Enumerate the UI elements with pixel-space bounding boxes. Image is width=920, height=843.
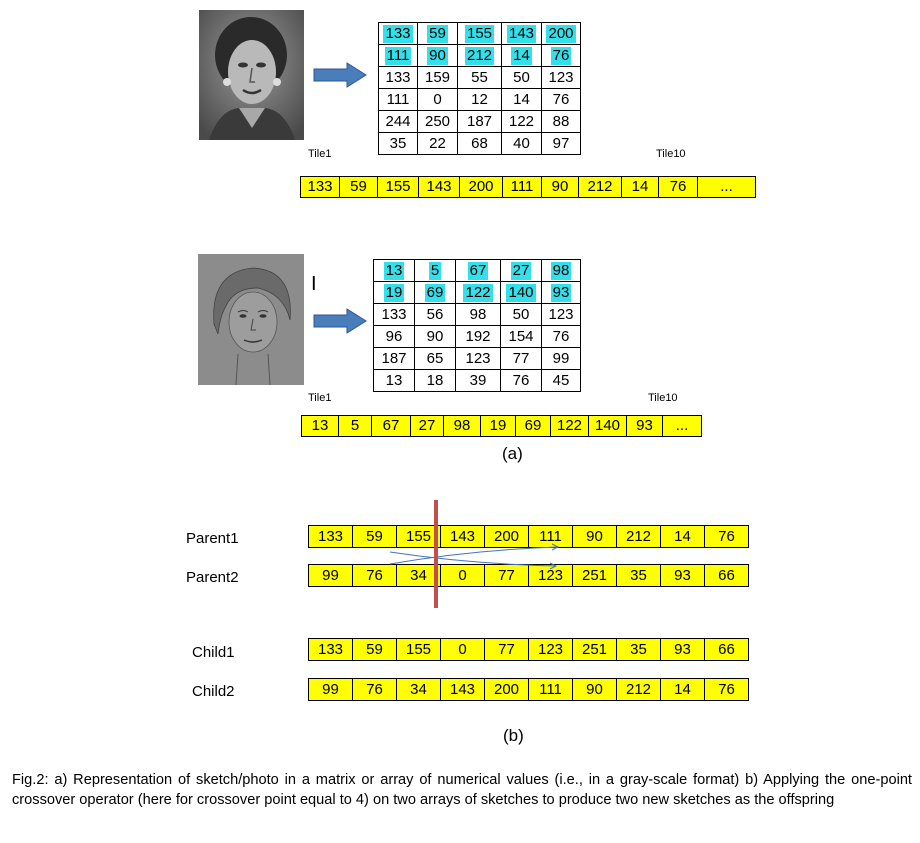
matrix-cell bbox=[379, 67, 418, 89]
matrix-value: 159 bbox=[424, 69, 451, 86]
matrix-cell bbox=[458, 133, 502, 155]
matrix-value: 76 bbox=[512, 372, 530, 389]
child1-label: Child1 bbox=[192, 644, 235, 661]
matrix-value: 39 bbox=[469, 372, 487, 389]
gene-cell: 76 bbox=[718, 681, 735, 698]
matrix-cell bbox=[458, 23, 502, 45]
gene-cell: 77 bbox=[485, 565, 529, 586]
gene-cell: 133 bbox=[309, 639, 353, 660]
child2-array bbox=[308, 678, 749, 701]
sketch-marker: I bbox=[311, 273, 317, 295]
array-cell: 5 bbox=[339, 416, 372, 436]
gene-cell: 99 bbox=[309, 565, 353, 586]
matrix-cell bbox=[501, 304, 542, 326]
matrix-row bbox=[379, 133, 581, 155]
matrix-value: 200 bbox=[548, 24, 574, 42]
gene-cell: 90 bbox=[573, 679, 617, 700]
matrix-value: 40 bbox=[513, 135, 530, 152]
gene-cell: 0 bbox=[441, 565, 485, 586]
matrix-value: 88 bbox=[552, 113, 570, 130]
array-cell: 155 bbox=[378, 177, 419, 197]
matrix-value: 90 bbox=[429, 46, 446, 64]
caption-a: (a) bbox=[502, 444, 523, 463]
matrix-row bbox=[374, 348, 581, 370]
photo-matrix bbox=[378, 22, 581, 155]
matrix-value: 133 bbox=[385, 69, 411, 86]
sketch-image bbox=[198, 254, 304, 385]
matrix-row bbox=[374, 260, 581, 282]
matrix-value: 76 bbox=[552, 328, 570, 345]
gene-cell: 66 bbox=[718, 567, 735, 584]
matrix-value: 27 bbox=[512, 261, 530, 279]
matrix-value: 123 bbox=[548, 69, 574, 86]
array-cell: 140 bbox=[589, 416, 627, 436]
matrix-cell bbox=[542, 260, 581, 282]
gene-cell: 123 bbox=[529, 639, 573, 660]
gene-cell: 251 bbox=[573, 565, 617, 586]
matrix-cell bbox=[379, 23, 418, 45]
matrix-cell bbox=[456, 348, 501, 370]
array-cell: 27 bbox=[411, 416, 444, 436]
matrix-cell bbox=[458, 45, 502, 67]
array-cell: 93 bbox=[627, 416, 663, 436]
array-cell: 19 bbox=[481, 416, 516, 436]
matrix-value: 14 bbox=[513, 91, 530, 108]
array-cell: 133 bbox=[301, 177, 340, 197]
matrix-cell bbox=[456, 304, 501, 326]
matrix-value: 98 bbox=[552, 261, 570, 279]
matrix-cell bbox=[415, 326, 456, 348]
gene-cell: 77 bbox=[485, 639, 529, 660]
matrix-value: 192 bbox=[465, 328, 491, 345]
matrix-cell bbox=[458, 67, 502, 89]
matrix-cell bbox=[542, 348, 581, 370]
array-cell: 200 bbox=[460, 177, 503, 197]
matrix-cell bbox=[542, 67, 581, 89]
matrix-cell bbox=[456, 282, 501, 304]
matrix-cell bbox=[502, 67, 542, 89]
array-cell: ... bbox=[675, 417, 689, 434]
matrix-row bbox=[379, 89, 581, 111]
array-cell: 59 bbox=[340, 177, 378, 197]
gene-cell: 111 bbox=[529, 526, 573, 547]
matrix-cell bbox=[502, 89, 542, 111]
array-cell: 143 bbox=[419, 177, 460, 197]
gene-cell: 143 bbox=[441, 526, 485, 547]
matrix-cell bbox=[415, 282, 456, 304]
gene-cell: 155 bbox=[397, 526, 441, 547]
matrix-cell bbox=[379, 89, 418, 111]
tile-end-label: Tile10 bbox=[648, 392, 678, 404]
matrix-cell bbox=[542, 304, 581, 326]
matrix-row bbox=[379, 23, 581, 45]
matrix-value: 212 bbox=[466, 46, 493, 64]
gene-cell: 76 bbox=[353, 679, 397, 700]
matrix-cell bbox=[458, 89, 502, 111]
matrix-value: 111 bbox=[386, 91, 410, 108]
gene-cell: 90 bbox=[573, 526, 617, 547]
matrix-value: 18 bbox=[426, 372, 444, 389]
matrix-cell bbox=[542, 370, 581, 392]
matrix-cell bbox=[458, 111, 502, 133]
gene-cell: 59 bbox=[353, 526, 397, 547]
gene-cell: 34 bbox=[397, 679, 441, 700]
matrix-value: 250 bbox=[424, 113, 451, 130]
array-cell: 69 bbox=[516, 416, 551, 436]
gene-cell: 76 bbox=[718, 528, 735, 545]
matrix-value: 97 bbox=[552, 135, 570, 152]
matrix-value: 68 bbox=[471, 135, 488, 152]
matrix-cell bbox=[374, 348, 415, 370]
gene-cell: 14 bbox=[661, 526, 705, 547]
parent1-label: Parent1 bbox=[186, 530, 239, 547]
matrix-value: 50 bbox=[512, 306, 530, 323]
matrix-cell bbox=[542, 89, 581, 111]
matrix-cell bbox=[501, 326, 542, 348]
matrix-value: 111 bbox=[386, 46, 410, 64]
matrix-cell bbox=[542, 133, 581, 155]
matrix-cell bbox=[456, 260, 501, 282]
gene-cell: 59 bbox=[353, 639, 397, 660]
array-cell: 111 bbox=[503, 177, 542, 197]
matrix-value: 133 bbox=[381, 306, 407, 323]
gene-cell: 66 bbox=[718, 641, 735, 658]
gene-cell: 35 bbox=[617, 565, 661, 586]
array-cell: 76 bbox=[659, 177, 698, 197]
matrix-value: 13 bbox=[385, 372, 403, 389]
array-cell: 98 bbox=[444, 416, 481, 436]
matrix-cell bbox=[542, 282, 581, 304]
matrix-value: 187 bbox=[381, 350, 407, 367]
tile-start-label: Tile1 bbox=[308, 392, 332, 404]
gene-cell: 93 bbox=[661, 639, 705, 660]
array-cell: 122 bbox=[551, 416, 589, 436]
array-cell: 13 bbox=[302, 416, 339, 436]
matrix-cell bbox=[456, 370, 501, 392]
matrix-value: 59 bbox=[429, 24, 446, 42]
matrix-cell bbox=[374, 370, 415, 392]
matrix-row bbox=[374, 326, 581, 348]
matrix-value: 45 bbox=[552, 372, 570, 389]
matrix-row bbox=[374, 304, 581, 326]
matrix-value: 140 bbox=[508, 283, 534, 301]
matrix-cell bbox=[418, 45, 458, 67]
matrix-value: 96 bbox=[385, 328, 403, 345]
matrix-value: 22 bbox=[429, 135, 446, 152]
gene-cell: 76 bbox=[353, 565, 397, 586]
array-cell: 14 bbox=[622, 177, 659, 197]
gene-cell: 35 bbox=[617, 639, 661, 660]
right-arrow-icon bbox=[313, 62, 367, 93]
matrix-cell bbox=[542, 23, 581, 45]
matrix-value: 69 bbox=[426, 283, 444, 301]
array-cell: ... bbox=[720, 178, 733, 195]
matrix-cell bbox=[502, 45, 542, 67]
matrix-row bbox=[374, 282, 581, 304]
matrix-row bbox=[379, 111, 581, 133]
gene-cell: 0 bbox=[441, 639, 485, 660]
matrix-cell bbox=[374, 260, 415, 282]
matrix-value: 90 bbox=[426, 328, 444, 345]
matrix-cell bbox=[418, 23, 458, 45]
matrix-cell bbox=[415, 260, 456, 282]
crossover-point-line bbox=[434, 500, 438, 608]
gene-cell: 133 bbox=[309, 526, 353, 547]
gene-cell: 93 bbox=[661, 565, 705, 586]
gene-cell: 143 bbox=[441, 679, 485, 700]
matrix-value: 50 bbox=[513, 69, 530, 86]
matrix-cell bbox=[501, 370, 542, 392]
matrix-cell bbox=[542, 326, 581, 348]
matrix-value: 55 bbox=[471, 69, 488, 86]
matrix-row bbox=[379, 45, 581, 67]
matrix-cell bbox=[418, 67, 458, 89]
matrix-cell bbox=[501, 282, 542, 304]
matrix-value: 56 bbox=[426, 306, 444, 323]
matrix-value: 0 bbox=[433, 91, 442, 108]
matrix-cell bbox=[418, 133, 458, 155]
matrix-value: 244 bbox=[385, 113, 411, 130]
matrix-cell bbox=[501, 260, 542, 282]
gene-cell: 200 bbox=[485, 679, 529, 700]
matrix-cell bbox=[501, 348, 542, 370]
matrix-cell bbox=[418, 111, 458, 133]
matrix-value: 99 bbox=[552, 350, 570, 367]
matrix-value: 77 bbox=[512, 350, 530, 367]
parent2-label: Parent2 bbox=[186, 569, 239, 586]
matrix-value: 35 bbox=[389, 135, 407, 152]
matrix-value: 187 bbox=[466, 113, 493, 130]
woman-photo bbox=[199, 10, 304, 140]
gene-cell: 251 bbox=[573, 639, 617, 660]
matrix-cell bbox=[415, 304, 456, 326]
gene-cell: 212 bbox=[617, 679, 661, 700]
matrix-cell bbox=[502, 133, 542, 155]
matrix-value: 19 bbox=[385, 283, 403, 301]
tile-end-label: Tile10 bbox=[656, 148, 686, 160]
matrix-cell bbox=[456, 326, 501, 348]
matrix-cell bbox=[415, 348, 456, 370]
tile-start-label: Tile1 bbox=[308, 148, 332, 160]
matrix-cell bbox=[415, 370, 456, 392]
gene-cell: 14 bbox=[661, 679, 705, 700]
matrix-cell bbox=[542, 111, 581, 133]
matrix-value: 76 bbox=[552, 91, 570, 108]
matrix-value: 14 bbox=[513, 46, 530, 64]
matrix-value: 67 bbox=[469, 261, 487, 279]
array-cell: 90 bbox=[542, 177, 579, 197]
matrix-value: 154 bbox=[508, 328, 534, 345]
matrix-cell bbox=[374, 304, 415, 326]
matrix-value: 133 bbox=[385, 24, 411, 42]
array-cell: 67 bbox=[372, 416, 411, 436]
gene-cell: 200 bbox=[485, 526, 529, 547]
matrix-row bbox=[374, 370, 581, 392]
matrix-cell bbox=[374, 282, 415, 304]
matrix-value: 123 bbox=[465, 350, 491, 367]
matrix-cell bbox=[379, 111, 418, 133]
matrix-value: 98 bbox=[469, 306, 487, 323]
crossover-arrows bbox=[380, 540, 580, 575]
matrix-value: 122 bbox=[508, 113, 535, 130]
sketch-array bbox=[301, 415, 702, 437]
caption-b: (b) bbox=[503, 726, 524, 745]
matrix-cell bbox=[502, 23, 542, 45]
gene-cell: 123 bbox=[529, 565, 573, 586]
matrix-value: 5 bbox=[430, 261, 440, 279]
array-cell: 212 bbox=[579, 177, 622, 197]
matrix-cell bbox=[502, 111, 542, 133]
matrix-cell bbox=[418, 89, 458, 111]
gene-cell: 111 bbox=[529, 679, 573, 700]
right-arrow-icon bbox=[313, 308, 367, 339]
figure-caption: Fig.2: a) Representation of sketch/photo in a matrix or array of numerical values (i.e., in a gray-scale format) b) Applying the one-point crossover operator (here for crossover point equal to 4) on two arrays of sketches to produce two new sketches as the offspring bbox=[12, 772, 912, 808]
gene-cell: 155 bbox=[397, 639, 441, 660]
matrix-value: 76 bbox=[552, 46, 570, 64]
matrix-cell bbox=[374, 326, 415, 348]
photo-array bbox=[300, 176, 756, 198]
matrix-value: 123 bbox=[548, 306, 574, 323]
matrix-value: 93 bbox=[552, 283, 570, 301]
gene-cell: 99 bbox=[309, 679, 353, 700]
matrix-value: 12 bbox=[471, 91, 488, 108]
matrix-cell bbox=[379, 133, 418, 155]
matrix-cell bbox=[542, 45, 581, 67]
matrix-value: 143 bbox=[508, 24, 535, 42]
sketch-matrix bbox=[373, 259, 581, 392]
matrix-value: 122 bbox=[465, 283, 491, 301]
gene-cell: 212 bbox=[617, 526, 661, 547]
matrix-value: 13 bbox=[385, 261, 403, 279]
child2-label: Child2 bbox=[192, 683, 235, 700]
matrix-value: 155 bbox=[466, 24, 493, 42]
child1-array bbox=[308, 638, 749, 661]
gene-cell: 34 bbox=[397, 565, 441, 586]
matrix-value: 65 bbox=[426, 350, 444, 367]
matrix-row bbox=[379, 67, 581, 89]
matrix-cell bbox=[379, 45, 418, 67]
